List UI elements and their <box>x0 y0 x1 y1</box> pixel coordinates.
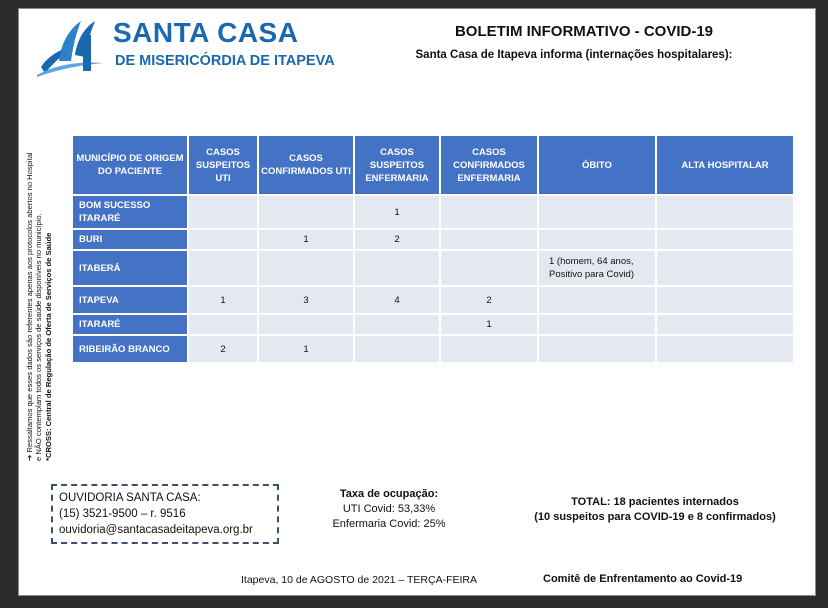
cell-confirmados-enfermaria <box>441 336 537 362</box>
cell-obito <box>539 336 655 362</box>
cell-suspeitos-enfermaria <box>355 315 439 334</box>
cell-confirmados-uti <box>259 196 353 228</box>
ouvidoria-title: OUVIDORIA SANTA CASA: <box>59 492 201 504</box>
table-row <box>73 287 793 313</box>
cell-suspeitos-uti: 1 <box>189 287 257 313</box>
cell-municipio: BURI <box>73 230 187 249</box>
table-row <box>73 315 793 334</box>
cell-confirmados-uti <box>259 315 353 334</box>
cell-suspeitos-enfermaria <box>355 336 439 362</box>
cell-suspeitos-uti <box>189 315 257 334</box>
cell-confirmados-enfermaria <box>441 251 537 285</box>
header-municipio: MUNICÍPIO DE ORIGEM DO PACIENTE <box>73 136 187 194</box>
cell-alta <box>657 315 793 334</box>
cell-confirmados-enfermaria: 1 <box>441 315 537 334</box>
cell-municipio: ITABERÁ <box>73 251 187 285</box>
footer-date: Itapeva, 10 de AGOSTO de 2021 – TERÇA-FEIRA <box>241 574 477 586</box>
table-row <box>73 251 793 285</box>
cell-suspeitos-enfermaria <box>355 251 439 285</box>
ouvidoria-phone: (15) 3521-9500 – r. 9516 <box>59 508 186 520</box>
cell-obito: 1 (homem, 64 anos, Positivo para Covid) <box>539 251 655 285</box>
cell-confirmados-uti <box>259 251 353 285</box>
table-row <box>73 336 793 362</box>
cell-obito <box>539 315 655 334</box>
cell-confirmados-uti: 1 <box>259 336 353 362</box>
cell-alta <box>657 230 793 249</box>
cell-municipio: BOM SUCESSO ITARARÉ <box>73 196 187 228</box>
santa-casa-logo-icon <box>31 15 107 77</box>
cell-suspeitos-enfermaria: 1 <box>355 196 439 228</box>
occupancy-uti: UTI Covid: 53,33% <box>342 503 436 515</box>
logo-subtitle: DE MISERICÓRDIA DE ITAPEVA <box>115 53 335 69</box>
logo-name: SANTA CASA <box>113 17 299 48</box>
cell-confirmados-enfermaria: 2 <box>441 287 537 313</box>
total-line-1: TOTAL: 18 pacientes internados <box>571 496 739 508</box>
occupancy-title: Taxa de ocupação: <box>339 488 439 500</box>
bulletin-sheet <box>18 8 816 596</box>
cell-obito <box>539 287 655 313</box>
header-suspeitos-uti: CASOS SUSPEITOS UTI <box>189 136 257 194</box>
cell-confirmados-enfermaria <box>441 230 537 249</box>
header-suspeitos-enfermaria: CASOS SUSPEITOS ENFERMARIA <box>355 136 439 194</box>
cell-confirmados-uti: 1 <box>259 230 353 249</box>
cell-alta <box>657 287 793 313</box>
cell-municipio: ITARARÉ <box>73 315 187 334</box>
cell-alta <box>657 336 793 362</box>
bulletin-title: BOLETIM INFORMATIVO - COVID-19 <box>454 23 714 40</box>
cell-suspeitos-uti: 2 <box>189 336 257 362</box>
cell-suspeitos-uti <box>189 196 257 228</box>
table-header-row <box>73 136 793 194</box>
cell-suspeitos-enfermaria: 4 <box>355 287 439 313</box>
santa-casa-logo <box>31 15 335 77</box>
occupancy-rate <box>315 487 463 532</box>
cell-suspeitos-enfermaria: 2 <box>355 230 439 249</box>
disclaimer-line-1: ➔ Ressaltamos que esses dados são referentes apenas aos protocolos abertos no Hospital <box>25 152 34 461</box>
ouvidoria-box <box>51 484 279 544</box>
total-line-2: (10 suspeitos para COVID-19 e 8 confirmados) <box>534 511 776 523</box>
cell-obito <box>539 230 655 249</box>
table-row <box>73 230 793 249</box>
cell-obito <box>539 196 655 228</box>
total-summary <box>513 495 797 525</box>
occupancy-enfermaria: Enfermaria Covid: 25% <box>332 518 446 530</box>
table-row <box>73 196 793 228</box>
cell-alta <box>657 196 793 228</box>
cell-suspeitos-uti <box>189 230 257 249</box>
cell-municipio: ITAPEVA <box>73 287 187 313</box>
ouvidoria-email: ouvidoria@santacasadeitapeva.org.br <box>59 524 253 536</box>
cell-confirmados-enfermaria <box>441 196 537 228</box>
header-confirmados-uti: CASOS CONFIRMADOS UTI <box>259 136 353 194</box>
disclaimer-line-2: e NÃO contemplam todos os serviços de saúde disponíveis no município. <box>34 213 44 461</box>
cell-alta <box>657 251 793 285</box>
cell-suspeitos-uti <box>189 251 257 285</box>
header-confirmados-enfermaria: CASOS CONFIRMADOS ENFERMARIA <box>441 136 537 194</box>
bulletin-subtitle: Santa Casa de Itapeva informa (internações hospitalares): <box>415 49 733 61</box>
header-obito: ÓBITO <box>539 136 655 194</box>
disclaimer-line-3: *CROSS: Central de Regulação de Oferta de Serviços de Saúde <box>43 232 53 461</box>
footer-committee: Comitê de Enfrentamento ao Covid-19 <box>543 573 743 585</box>
cell-municipio: RIBEIRÃO BRANCO <box>73 336 187 362</box>
header-alta: ALTA HOSPITALAR <box>657 136 793 194</box>
cell-confirmados-uti: 3 <box>259 287 353 313</box>
hospitalization-table <box>71 134 795 364</box>
side-disclaimer <box>25 125 53 461</box>
